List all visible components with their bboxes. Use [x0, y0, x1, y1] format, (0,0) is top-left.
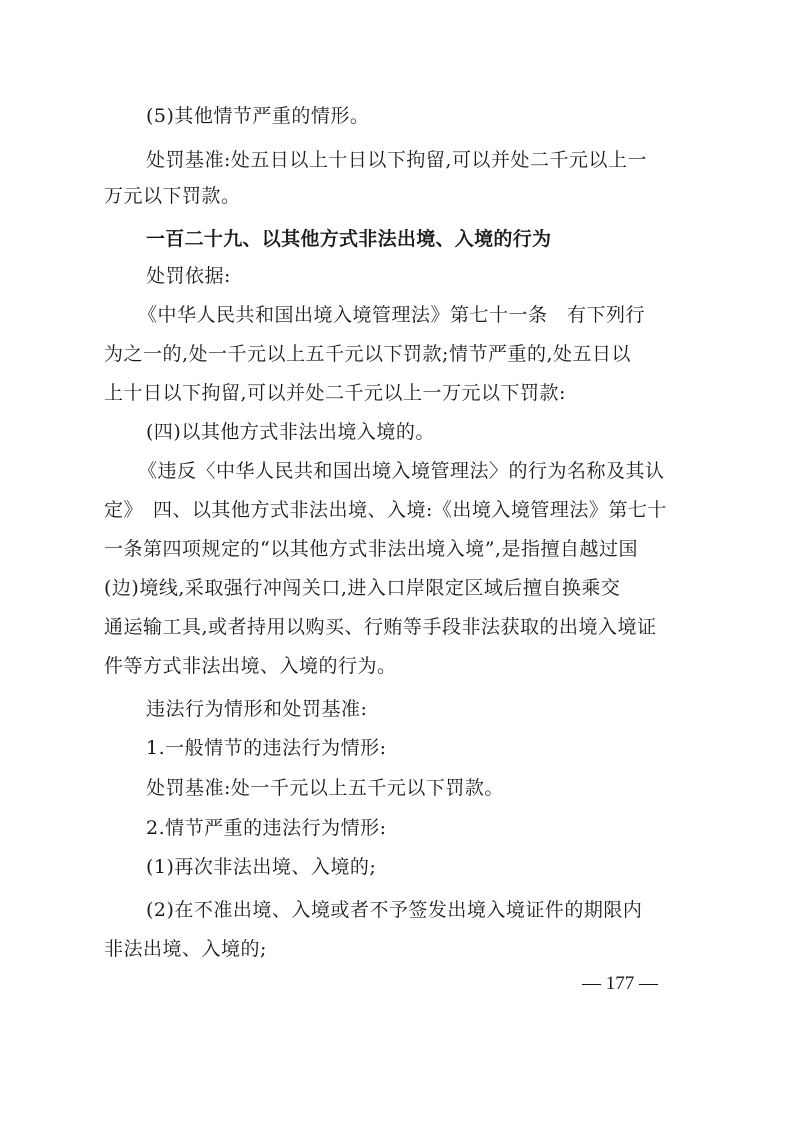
text-line-penalty-standard: 处罚基准:处五日以上十日以下拘留,可以并处二千元以上一: [146, 149, 647, 171]
text-line-definition-cont-1: 定》 四、以其他方式非法出境、入境:《出境入境管理法》第七十: [104, 499, 667, 521]
text-line-serious-item-1: (1)再次非法出境、入境的;: [146, 856, 377, 878]
text-line-definition: 《违反〈中华人民共和国出境入境管理法〉的行为名称及其认: [138, 460, 665, 482]
text-line-serious-item-2: (2)在不准出境、入境或者不予签发出境入境证件的期限内: [146, 899, 643, 921]
text-line-general-circumstances: 1.一般情节的违法行为情形:: [146, 737, 387, 759]
text-line-law-article-cont-2: 上十日以下拘留,可以并处二千元以上一万元以下罚款:: [104, 382, 566, 404]
text-line-definition-cont-5: 件等方式非法出境、入境的行为。: [104, 655, 397, 677]
section-heading: 一百二十九、以其他方式非法出境、入境的行为: [146, 228, 552, 250]
text-line-definition-cont-3: (边)境线,采取强行冲闯关口,进入口岸限定区域后擅自换乘交: [104, 577, 621, 599]
text-line-general-penalty: 处罚基准:处一千元以上五千元以下罚款。: [146, 777, 504, 799]
text-line-circumstances-heading: 违法行为情形和处罚基准:: [146, 698, 368, 720]
text-line-serious-item-2-cont: 非法出境、入境的;: [104, 938, 267, 960]
text-line-law-article-cont-1: 为之一的,处一千元以上五千元以下罚款;情节严重的,处五日以: [104, 343, 631, 365]
text-line-item-5: (5)其他情节严重的情形。: [146, 105, 370, 127]
text-line-item-four: (四)以其他方式非法出境入境的。: [146, 421, 435, 443]
text-line-serious-circumstances: 2.情节严重的违法行为情形:: [146, 817, 387, 839]
text-line-definition-cont-4: 通运输工具,或者持用以购买、行贿等手段非法获取的出境入境证: [104, 616, 657, 638]
text-line-law-article: 《中华人民共和国出境入境管理法》第七十一条 有下列行: [138, 304, 646, 326]
text-line-definition-cont-2: 一条第四项规定的“以其他方式非法出境入境”,是指擅自越过国: [104, 538, 638, 560]
text-line-penalty-standard-cont: 万元以下罚款。: [104, 185, 241, 207]
page-number: — 177 —: [582, 973, 658, 994]
text-line-penalty-basis: 处罚依据:: [146, 265, 231, 287]
